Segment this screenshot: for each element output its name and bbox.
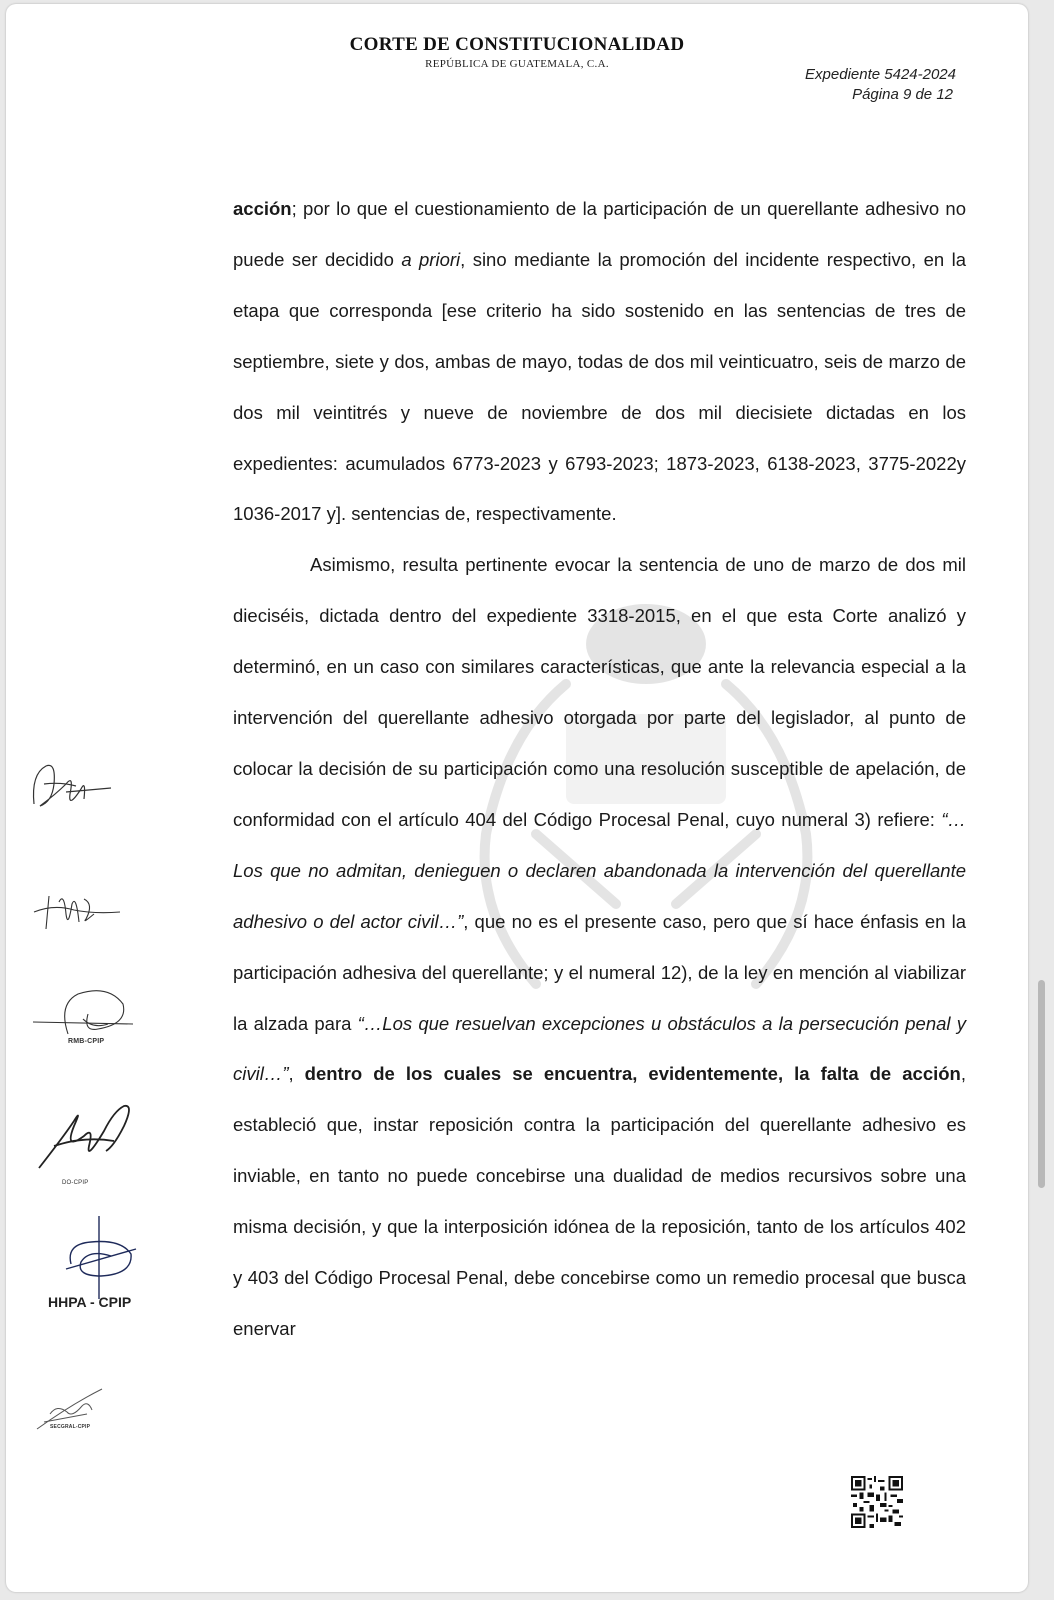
body-text (233, 184, 966, 1355)
quote-italic: “…Los que resuelvan excepciones u obstáculos a la persecución penal y civil…” (233, 1012, 966, 1085)
scrollbar-thumb[interactable] (1038, 980, 1045, 1188)
court-name: CORTE DE CONSTITUCIONALIDAD (349, 34, 685, 55)
text-span: , sino mediante la promoción del incidente respectivo, en la etapa que corresponda [ese criterio ha sido sostenido en las sentencias de tres de septiembre, siete y dos, ambas de mayo, todas de dos mil veinticuatro, seis de marzo de dos mil veintitrés y nueve de noviembre de dos mil diecisiete dictadas en los expedientes: acumulados 6773-2023 y 6793-2023; 1873-2023, 6138-2023, 3775-2022y 1036-2017 y]. sentencias de, respectivamente. (233, 248, 966, 525)
signature-2 (24, 884, 124, 944)
italic-phrase: a priori (401, 248, 461, 270)
signature-label-rmb: RMB-CPIP (68, 1038, 105, 1045)
signature-3 (28, 984, 138, 1044)
bold-phrase: acción (233, 198, 292, 219)
qr-code (851, 1476, 903, 1528)
signature-label-do: DO-CPIP (62, 1180, 89, 1186)
country-subtitle: REPÚBLICA DE GUATEMALA, C.A. (425, 58, 609, 70)
expediente-number: Expediente 5424-2024 (805, 66, 956, 83)
signature-1 (26, 754, 116, 824)
text-span: Asimismo, resulta pertinente evocar la sentencia de uno de marzo de dos mil dieciséis, dictada dentro del expediente 3318-2015, en el que esta Corte analizó y determinó, en un caso con similares características, que ante la relevancia especial a la intervención del querellante adhesivo otorgada por parte del legislador, al punto de colocar la decisión de su participación como una resolución susceptible de apelación, de conformidad con el artículo 404 del Código Procesal Penal, cuyo numeral 3) refiere: (233, 554, 966, 830)
document-page (6, 4, 1028, 1592)
signature-label-secgral: SECGRAL-CPIP (50, 1424, 91, 1430)
paragraph-2 (233, 540, 966, 1355)
signature-4 (34, 1096, 144, 1176)
text-span: ; por lo que el cuestionamiento de la participación de un querellante adhesivo no puede ser decidido (233, 198, 966, 270)
signature-label-hhpa: HHPA - CPIP (48, 1294, 132, 1310)
text-span: , (288, 1063, 305, 1085)
text-span: , que no es el presente caso, pero que sí hace énfasis en la participación adhesiva del querellante; y el numeral 12), de la ley en mención al viabilizar la alzada para (233, 910, 966, 1034)
signature-5 (61, 1214, 141, 1304)
paragraph-1 (233, 184, 966, 540)
bold-phrase: dentro de los cuales se encuentra, evidentemente, la falta de acción (304, 1063, 961, 1085)
text-span: , estableció que, instar reposición contra la participación del querellante adhesivo es inviable, en tanto no puede concebirse una dualidad de medios recursivos sobre una misma decisión, y que la interposición idónea de la reposición, tanto de los artículos 402 y 403 del Código Procesal Penal, debe concebirse como un remedio procesal que busca enervar (233, 1063, 966, 1339)
quote-italic: “…Los que no admitan, denieguen o declaren abandonada la intervención del querellante adhesivo o del actor civil…” (233, 808, 966, 932)
page-number: Página 9 de 12 (852, 86, 953, 103)
